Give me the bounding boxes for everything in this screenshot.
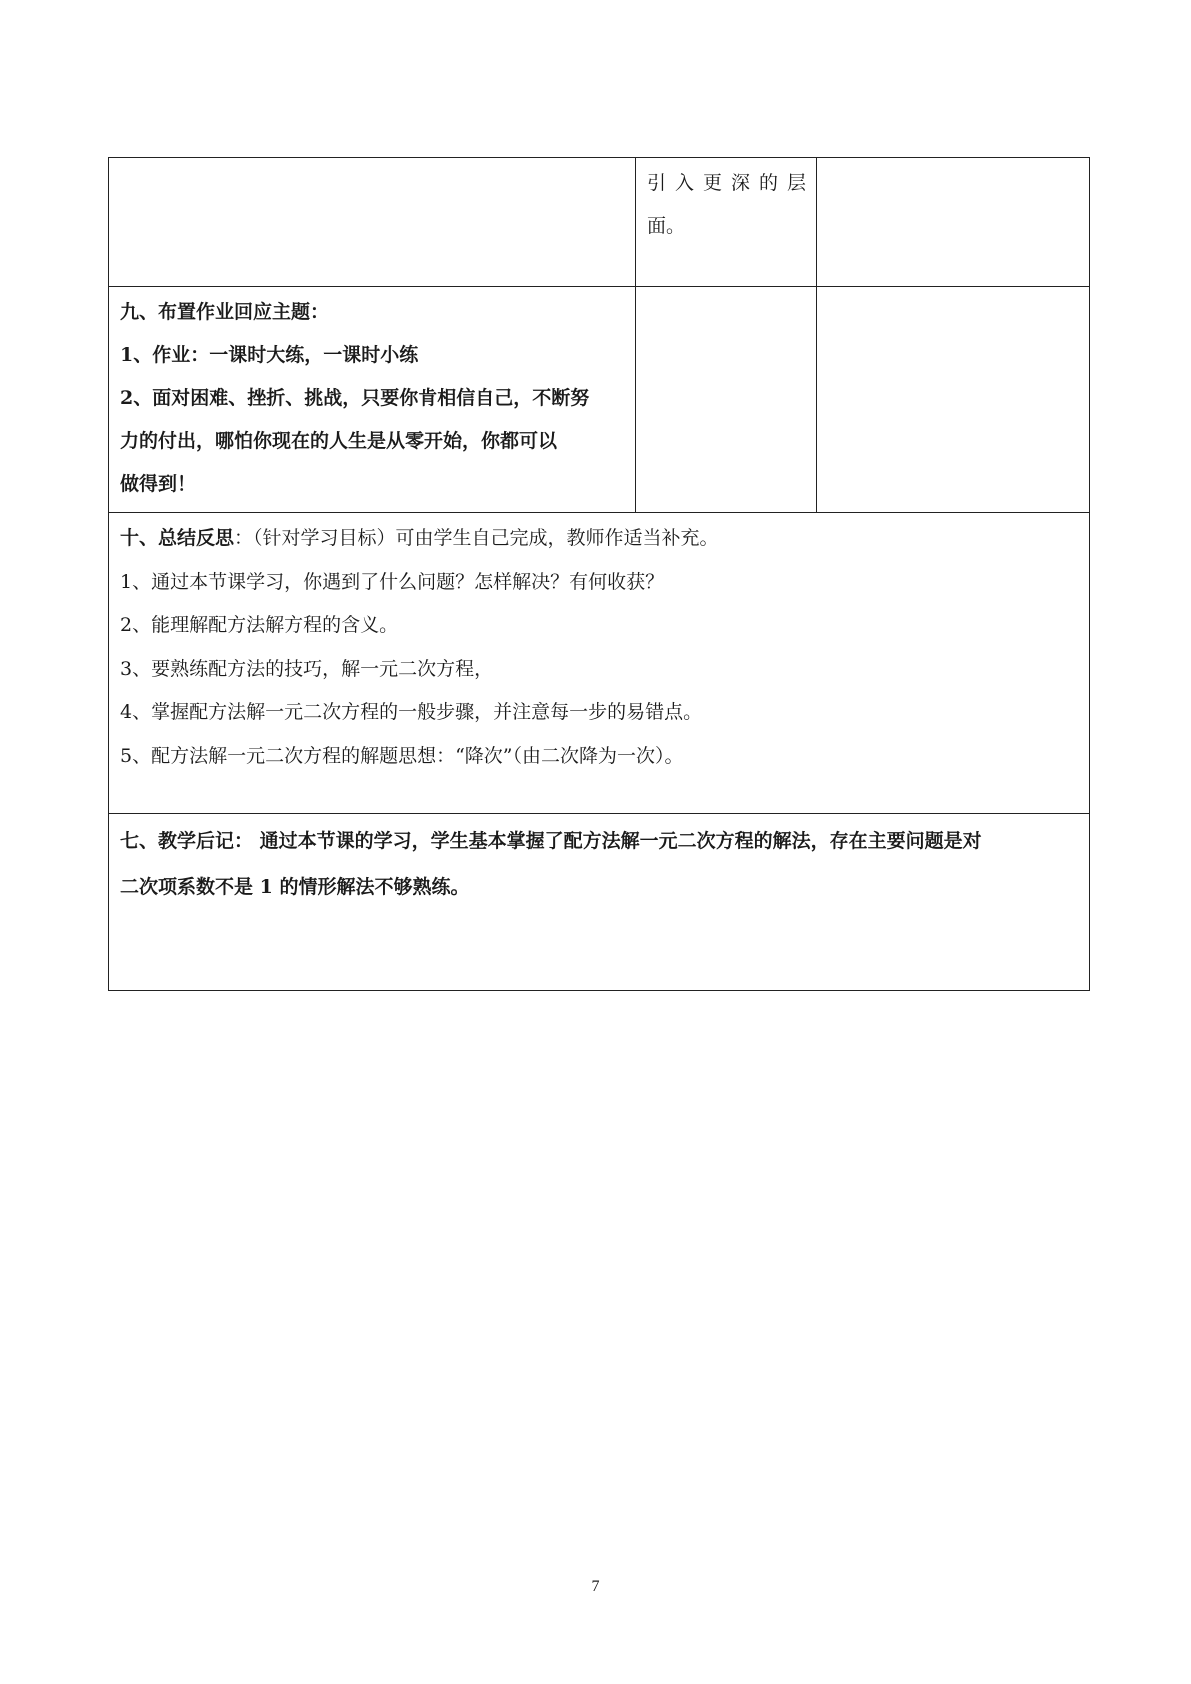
cell-text-line: 面。 [647, 215, 686, 237]
table-cell-empty [109, 158, 636, 287]
summary-item: 4、掌握配方法解一元二次方程的一般步骤，并注意每一步的易错点。 [120, 701, 703, 723]
lesson-plan-table [108, 157, 1090, 991]
page-number: 7 [591, 1578, 600, 1595]
table-cell-activity [636, 158, 817, 287]
summary-item: 2、能理解配方法解方程的含义。 [120, 614, 399, 636]
table-row [109, 158, 1090, 287]
summary-item: 1、通过本节课学习，你遇到了什么问题？怎样解决？有何收获？ [120, 570, 665, 593]
homework-line: 1、作业：一课时大练，一课时小练 [120, 344, 419, 366]
postscript-line: 二次项系数不是 1 的情形解法不够熟练。 [120, 876, 470, 898]
table-cell-empty [817, 287, 1090, 513]
summary-title-rest: ：（针对学习目标）可由学生自己完成，教师作适当补充。 [234, 527, 719, 549]
summary-title [120, 517, 1078, 561]
homework-line: 做得到！ [120, 473, 197, 495]
table-row [109, 287, 1090, 513]
homework-line: 力的付出，哪怕你现在的人生是从零开始，你都可以 [120, 430, 558, 452]
summary-item: 3、要熟练配方法的技巧，解一元二次方程， [120, 657, 494, 680]
summary-title-bold: 十、总结反思 [120, 527, 235, 549]
cell-text-line: 引入更深的层 [647, 172, 816, 194]
table-cell-empty [636, 287, 817, 513]
table-row [109, 513, 1090, 814]
homework-title: 九、布置作业回应主题： [120, 301, 330, 323]
postscript-line: 七、教学后记： 通过本节课的学习，学生基本掌握了配方法解一元二次方程的解法，存在主要问题是对 [120, 830, 982, 852]
homework-line: 2、面对困难、挫折、挑战，只要你肯相信自己，不断努 [120, 387, 590, 409]
table-cell-empty [817, 158, 1090, 287]
homework-cell [109, 287, 636, 513]
summary-cell [109, 513, 1090, 814]
summary-item: 5、配方法解一元二次方程的解题思想：“降次”（由二次降为一次）。 [120, 744, 684, 767]
table-row [109, 814, 1090, 991]
postscript-cell [109, 814, 1090, 991]
